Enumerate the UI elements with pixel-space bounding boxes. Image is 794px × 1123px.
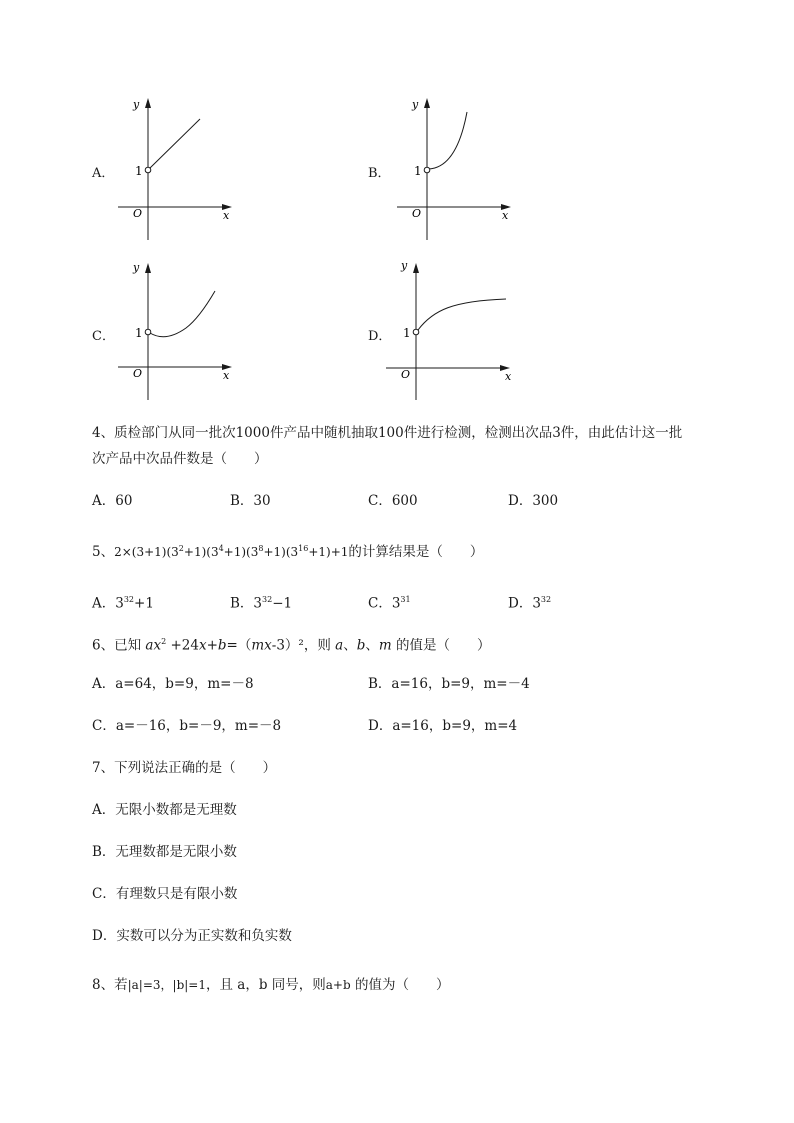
open-point-a (145, 167, 151, 173)
origin-label: O (401, 368, 411, 381)
q6-option-d[interactable]: D．a=16，b=9，m=4 (368, 718, 518, 734)
tick-1-label: 1 (414, 164, 422, 178)
open-point-d (413, 329, 419, 335)
tick-1-label: 1 (135, 164, 143, 178)
q4-stem-line1: 4、质检部门从同一批次1000件产品中随机抽取100件进行检测，检测出次品3件，由此估计这一批 (92, 425, 683, 441)
option-a-label: A． (92, 166, 115, 181)
tick-1-label: 1 (135, 326, 143, 340)
curve-d (418, 299, 506, 330)
q7-option-b[interactable]: B．无理数都是无限小数 (92, 844, 237, 860)
option-d-label: D． (368, 329, 392, 344)
q5-expression: $2\times(3+1)(3^2+1)(3^4+1)(3^8+1)(3^{16}+1)+1$ (114, 544, 349, 559)
q6-option-b[interactable]: B．a=16，b=9，m=－4 (368, 676, 530, 692)
q7-option-a[interactable]: A．无限小数都是无理数 (92, 802, 237, 818)
x-axis-label: x (502, 209, 509, 222)
y-axis-label: y (412, 98, 419, 111)
q8-stem: 8、若|a|=3，|b|=1，且 a，b 同号，则a+b 的值为（ ） (92, 977, 450, 993)
q5-option-b[interactable]: B．$3^{32}-1$ (230, 595, 293, 612)
option-b-label: B． (368, 166, 391, 181)
graph-d (378, 255, 518, 405)
q4-option-b[interactable]: B．30 (230, 493, 271, 509)
origin-label: O (133, 207, 143, 220)
graph-c (110, 255, 240, 405)
y-axis-label: y (133, 98, 140, 111)
y-axis-label: y (401, 259, 408, 272)
graph-a (110, 90, 240, 245)
x-axis-label: x (223, 209, 230, 222)
q5-option-d[interactable]: D．$3^{32}$ (508, 595, 552, 612)
x-axis-label: x (505, 370, 512, 383)
q5-stem (92, 539, 483, 562)
q5-number: 5、 (92, 544, 115, 560)
curve-a (150, 119, 200, 168)
y-axis-label: y (133, 261, 140, 274)
origin-label: O (412, 207, 422, 220)
q4-option-d[interactable]: D．300 (508, 493, 559, 509)
graph-b (389, 90, 519, 245)
q6-option-a[interactable]: A．a=64，b=9，m=－8 (92, 676, 254, 692)
origin-label: O (133, 367, 143, 380)
q5-option-a[interactable]: A．$3^{32}+1$ (92, 595, 154, 612)
open-point-c (145, 329, 151, 335)
q7-option-c[interactable]: C．有理数只是有限小数 (92, 886, 238, 902)
option-c-label: C． (92, 329, 115, 344)
q4-option-c[interactable]: C．600 (368, 493, 418, 509)
curve-c (150, 291, 215, 337)
q7-option-d[interactable]: D．实数可以分为正实数和负实数 (92, 928, 292, 944)
open-point-b (424, 167, 430, 173)
x-axis-label: x (223, 369, 230, 382)
q4-option-a[interactable]: A．60 (92, 493, 133, 509)
q6-stem: 6、已知 $ax^2 +24x+b=(mx-3)^2$，则 a、b、m 的值是（ ） (92, 637, 491, 654)
q5-option-c[interactable]: C．$3^{31}$ (368, 595, 411, 612)
q7-stem: 7、下列说法正确的是（ ） (92, 760, 277, 776)
q5-tail: 的计算结果是（ ） (348, 544, 484, 560)
q4-stem-line2: 次产品中次品件数是（ ） (92, 451, 268, 467)
tick-1-label: 1 (403, 326, 411, 340)
q6-option-c[interactable]: C．a=－16，b=－9，m=－8 (92, 718, 282, 734)
curve-b (429, 112, 467, 169)
